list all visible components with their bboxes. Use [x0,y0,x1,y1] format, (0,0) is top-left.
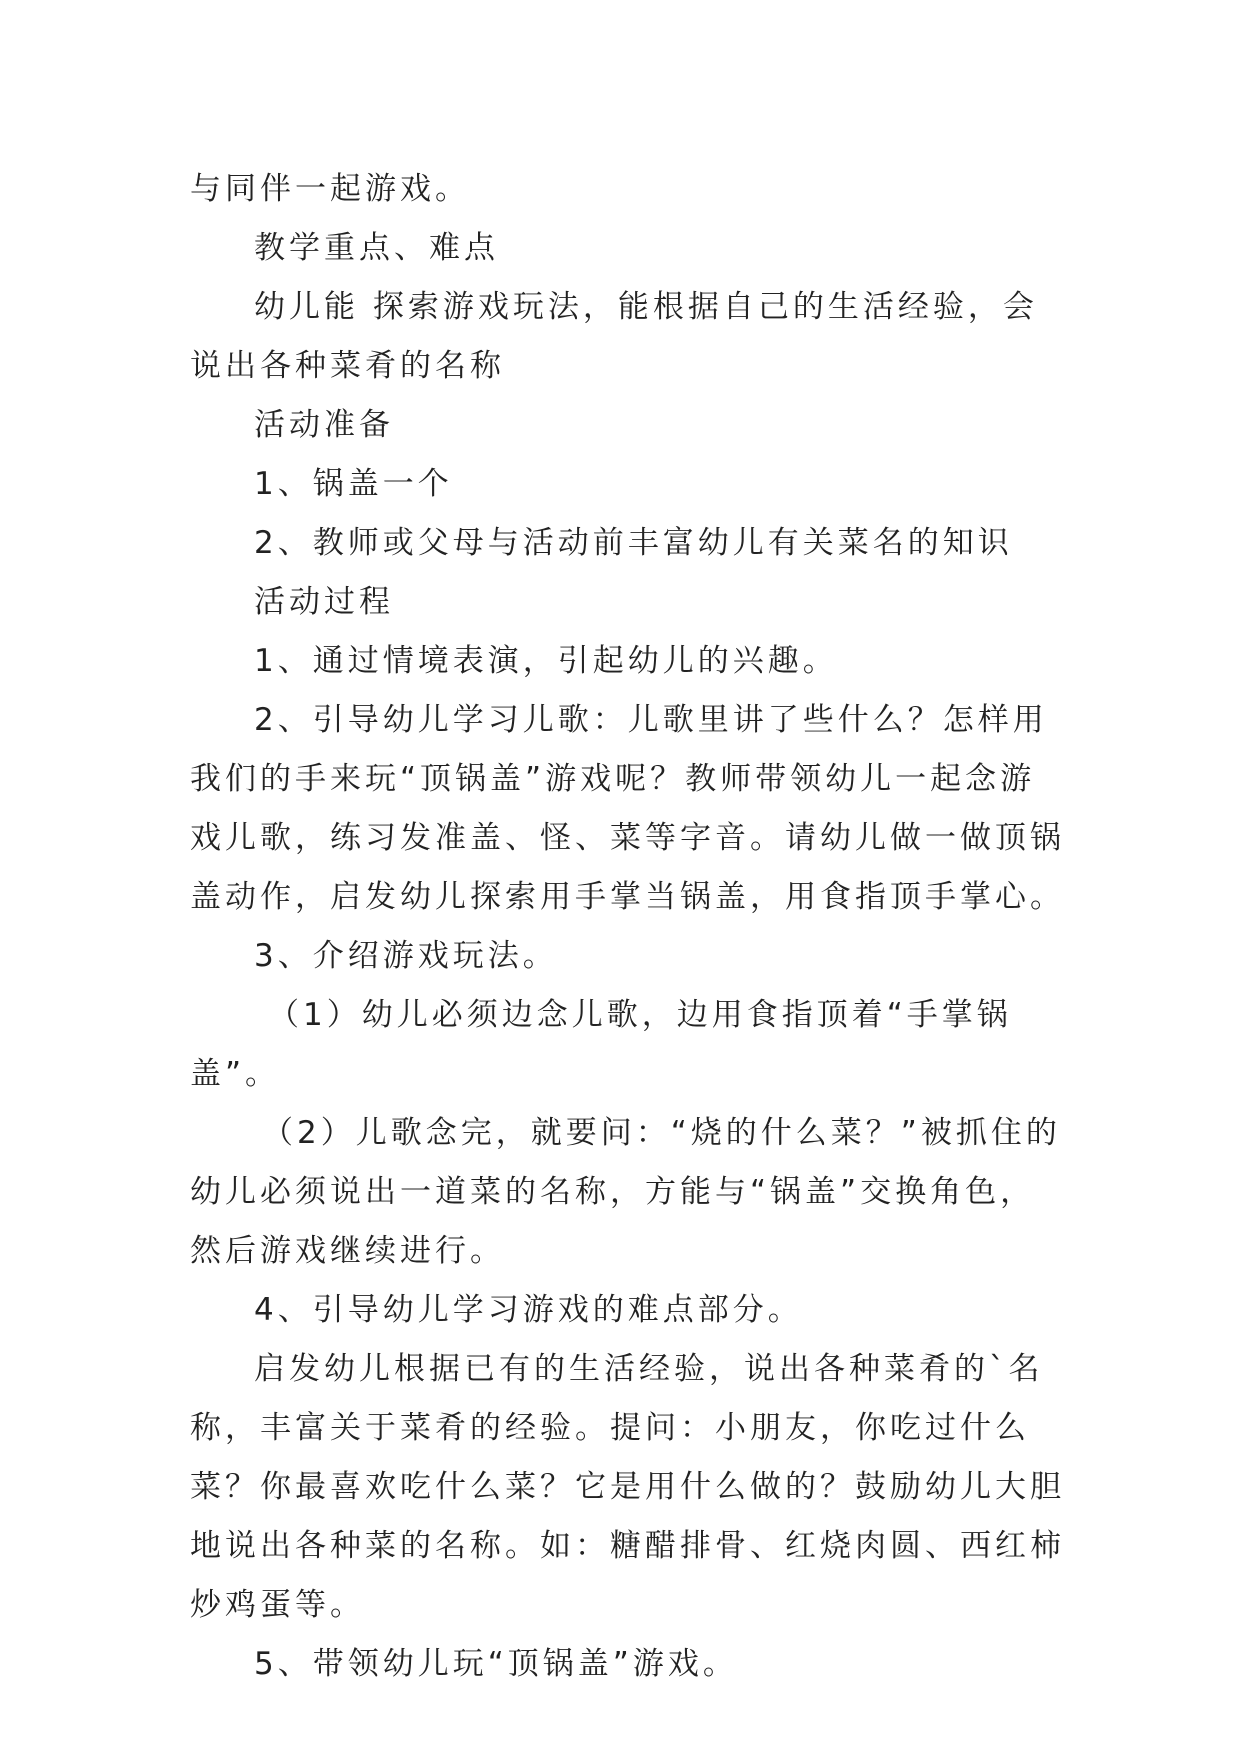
list-item-preparation-2: 2、教师或父母与活动前丰富幼儿有关菜名的知识 [254,525,1013,561]
list-item-process-5: 5、带领幼儿玩“顶锅盖”游戏。 [254,1646,738,1682]
heading-teaching-focus: 教学重点、难点 [254,230,499,266]
list-item-process-2: 2、引导幼儿学习儿歌：儿歌里讲了些什么？怎样用我们的手来玩“顶锅盖”游戏呢？教师带领幼儿一起念游戏儿歌，练习发准盖、怪、菜等字音。请幼儿做一做顶锅盖动作，启发幼儿探索用手掌当锅盖，用食指顶手掌心。 [190,702,1065,915]
heading-activity-preparation: 活动准备 [254,407,394,443]
paragraph-teaching-focus: 幼儿能 探索游戏玩法，能根据自己的生活经验，会说出各种菜肴的名称 [190,289,1038,384]
sub-item-rule-2: （2）儿歌念完，就要问：“烧的什么菜？”被抓住的幼儿必须说出一道菜的名称，方能与“锅盖”交换角色，然后游戏继续进行。 [190,1115,1061,1269]
document-body [190,160,1070,1694]
paragraph-difficulty-detail: 启发幼儿根据已有的生活经验，说出各种菜肴的`名称，丰富关于菜肴的经验。提问：小朋友，你吃过什么菜？你最喜欢吃什么菜？它是用什么做的？鼓励幼儿大胆地说出各种菜的名称。如：糖醋排骨、红烧肉圆、西红柿炒鸡蛋等。 [190,1351,1065,1623]
list-item-process-4: 4、引导幼儿学习游戏的难点部分。 [254,1292,803,1328]
list-item-preparation-1: 1、锅盖一个 [254,466,453,502]
list-item-process-3: 3、介绍游戏玩法。 [254,938,558,974]
list-item-process-1: 1、通过情境表演，引起幼儿的兴趣。 [254,643,838,679]
sub-item-rule-1: （1）幼儿必须边念儿歌，边用食指顶着“手掌锅盖”。 [190,997,1012,1092]
heading-activity-process: 活动过程 [254,584,394,620]
paragraph-continuation: 与同伴一起游戏。 [190,171,470,207]
